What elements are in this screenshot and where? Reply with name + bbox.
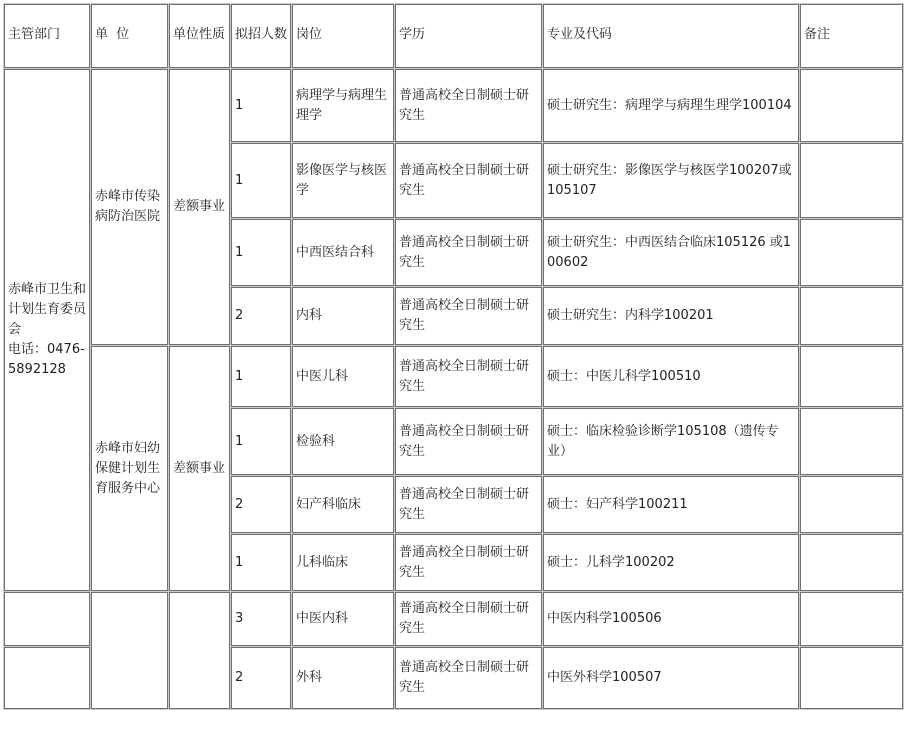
header-row — [4, 4, 903, 68]
unit-name-cell: 赤峰市妇幼保健计划生育服务中心 — [91, 346, 168, 591]
count-cell: 2 — [231, 476, 291, 533]
unit-nature-cell: 差额事业 — [169, 69, 230, 345]
note-cell — [800, 287, 903, 345]
unit-name-cell — [91, 592, 168, 709]
major-cell: 中医外科学100507 — [543, 647, 799, 709]
edu-cell: 普通高校全日制硕士研究生 — [395, 287, 542, 345]
count-cell: 1 — [231, 143, 291, 218]
edu-cell: 普通高校全日制硕士研究生 — [395, 592, 542, 646]
note-cell — [800, 69, 903, 142]
major-cell: 硕士：妇产科学100211 — [543, 476, 799, 533]
note-cell — [800, 408, 903, 475]
header-major: 专业及代码 — [543, 4, 799, 68]
count-cell: 1 — [231, 346, 291, 407]
note-cell — [800, 346, 903, 407]
edu-cell: 普通高校全日制硕士研究生 — [395, 647, 542, 709]
major-cell: 中医内科学100506 — [543, 592, 799, 646]
major-cell: 硕士研究生：中西医结合临床105126 或100602 — [543, 219, 799, 286]
header-post: 岗位 — [292, 4, 394, 68]
recruitment-table — [3, 3, 904, 710]
post-cell: 儿科临床 — [292, 534, 394, 591]
note-cell — [800, 476, 903, 533]
table-row — [4, 69, 903, 142]
dept-name: 赤峰市卫生和计划生育委员会 — [8, 282, 87, 337]
dept-cell — [4, 592, 90, 646]
dept-phone: 电话：0476-5892128 — [8, 342, 85, 377]
note-cell — [800, 219, 903, 286]
table-row — [4, 592, 903, 646]
unit-nature-cell: 差额事业 — [169, 346, 230, 591]
recruitment-table-wrapper — [3, 3, 904, 710]
major-cell: 硕士：中医儿科学100510 — [543, 346, 799, 407]
header-unit: 单 位 — [91, 4, 168, 68]
major-cell: 硕士研究生：内科学100201 — [543, 287, 799, 345]
post-cell: 内科 — [292, 287, 394, 345]
header-note: 备注 — [800, 4, 903, 68]
edu-cell: 普通高校全日制硕士研究生 — [395, 143, 542, 218]
post-cell: 检验科 — [292, 408, 394, 475]
post-cell: 病理学与病理生理学 — [292, 69, 394, 142]
post-cell: 中医儿科 — [292, 346, 394, 407]
major-cell: 硕士：儿科学100202 — [543, 534, 799, 591]
note-cell — [800, 534, 903, 591]
count-cell: 1 — [231, 69, 291, 142]
count-cell: 1 — [231, 408, 291, 475]
edu-cell: 普通高校全日制硕士研究生 — [395, 69, 542, 142]
edu-cell: 普通高校全日制硕士研究生 — [395, 408, 542, 475]
major-cell: 硕士：临床检验诊断学105108（遗传专业） — [543, 408, 799, 475]
count-cell: 1 — [231, 219, 291, 286]
edu-cell: 普通高校全日制硕士研究生 — [395, 534, 542, 591]
post-cell: 中西医结合科 — [292, 219, 394, 286]
header-dept: 主管部门 — [4, 4, 90, 68]
dept-cell — [4, 69, 90, 591]
post-cell: 妇产科临床 — [292, 476, 394, 533]
note-cell — [800, 647, 903, 709]
header-edu: 学历 — [395, 4, 542, 68]
unit-name-cell: 赤峰市传染病防治医院 — [91, 69, 168, 345]
count-cell: 1 — [231, 534, 291, 591]
unit-nature-cell — [169, 592, 230, 709]
header-count: 拟招人数 — [231, 4, 291, 68]
table-row — [4, 346, 903, 407]
count-cell: 2 — [231, 287, 291, 345]
post-cell: 中医内科 — [292, 592, 394, 646]
count-cell: 3 — [231, 592, 291, 646]
major-cell: 硕士研究生：病理学与病理生理学100104 — [543, 69, 799, 142]
post-cell: 外科 — [292, 647, 394, 709]
post-cell: 影像医学与核医学 — [292, 143, 394, 218]
note-cell — [800, 592, 903, 646]
header-nature: 单位性质 — [169, 4, 230, 68]
major-cell: 硕士研究生：影像医学与核医学100207或105107 — [543, 143, 799, 218]
dept-cell — [4, 647, 90, 709]
edu-cell: 普通高校全日制硕士研究生 — [395, 476, 542, 533]
note-cell — [800, 143, 903, 218]
count-cell: 2 — [231, 647, 291, 709]
edu-cell: 普通高校全日制硕士研究生 — [395, 219, 542, 286]
edu-cell: 普通高校全日制硕士研究生 — [395, 346, 542, 407]
